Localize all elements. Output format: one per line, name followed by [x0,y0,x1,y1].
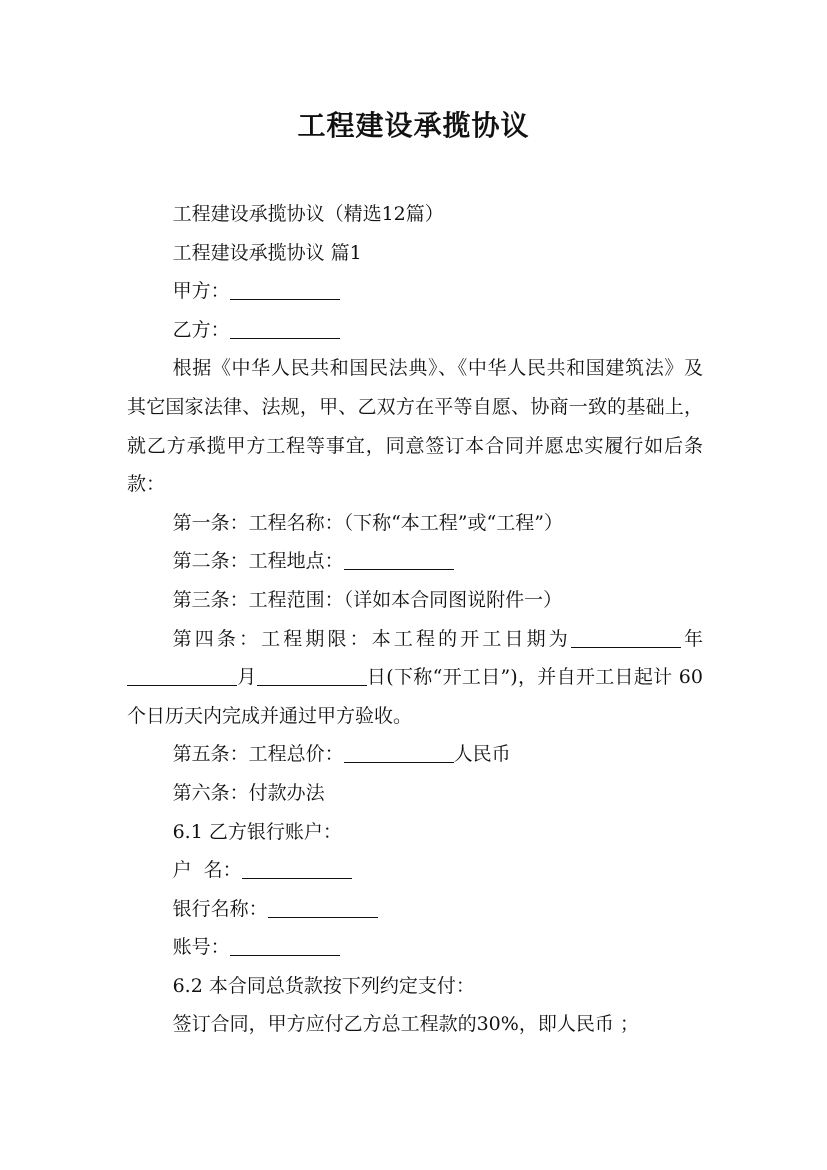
account-name-label: 户 名： [172,859,242,882]
account-number-label: 账号： [172,936,230,959]
payment-term-line: 签订合同，甲方应付乙方总工程款的30%，即人民币 ； [172,1013,639,1036]
party-b-blank [230,319,340,339]
party-a-line [127,272,703,311]
article-5-label: 第五条：工程总价： [172,743,344,766]
party-a-blank [230,280,340,300]
bank-name-blank [268,898,378,918]
article-1: 第一条：工程名称：（下称“本工程”或“工程”） [172,511,563,534]
account-number-line [127,928,703,967]
currency-label: 人民币 [453,743,511,766]
line-heading: 工程建设承揽协议 篇1 [172,241,362,264]
article-4-text-d: 日(下称“开工日”)，并自开工日起计 60个日历天内完成并通过甲方验收。 [127,666,703,727]
location-blank [344,550,454,570]
article-4-text-a: 第四条：工程期限：本工程的开工日期为 [172,627,571,650]
line-subtitle: 工程建设承揽协议（精选12篇） [172,203,444,225]
year-label: 年 [680,627,703,650]
start-day-blank [257,666,367,686]
article-4 [127,620,703,736]
party-a-label: 甲方： [172,280,230,303]
account-number-blank [230,936,340,956]
start-month-blank [127,666,237,686]
account-name-line [127,851,703,890]
article-6: 第六条：付款办法 [172,781,325,804]
account-name-blank [242,859,352,879]
document-title: 工程建设承揽协议 [297,109,530,142]
article-2-label: 第二条：工程地点： [172,550,344,573]
party-b-line [127,311,703,350]
article-2 [127,542,703,581]
bank-name-label: 银行名称： [172,897,268,920]
article-3: 第三条：工程范围：（详如本合同图说附件一） [172,588,563,611]
total-price-blank [344,743,454,763]
document-body [127,195,703,1044]
preamble-paragraph: 根据《中华人民共和国民法典》、《中华人民共和国建筑法》及其它国家法律、法规，甲、乙双方在平等自愿、协商一致的基础上，就乙方承揽甲方工程等事宜，同意签订本合同并愿忠实履行如后条款： [127,357,703,496]
section-6-1: 6.1 乙方银行账户： [172,820,342,843]
article-5 [127,735,703,774]
bank-name-line [127,890,703,929]
month-label: 月 [237,666,257,689]
party-b-label: 乙方： [172,318,230,341]
start-year-blank [571,628,681,648]
section-6-2: 6.2 本合同总货款按下列约定支付： [172,974,475,997]
